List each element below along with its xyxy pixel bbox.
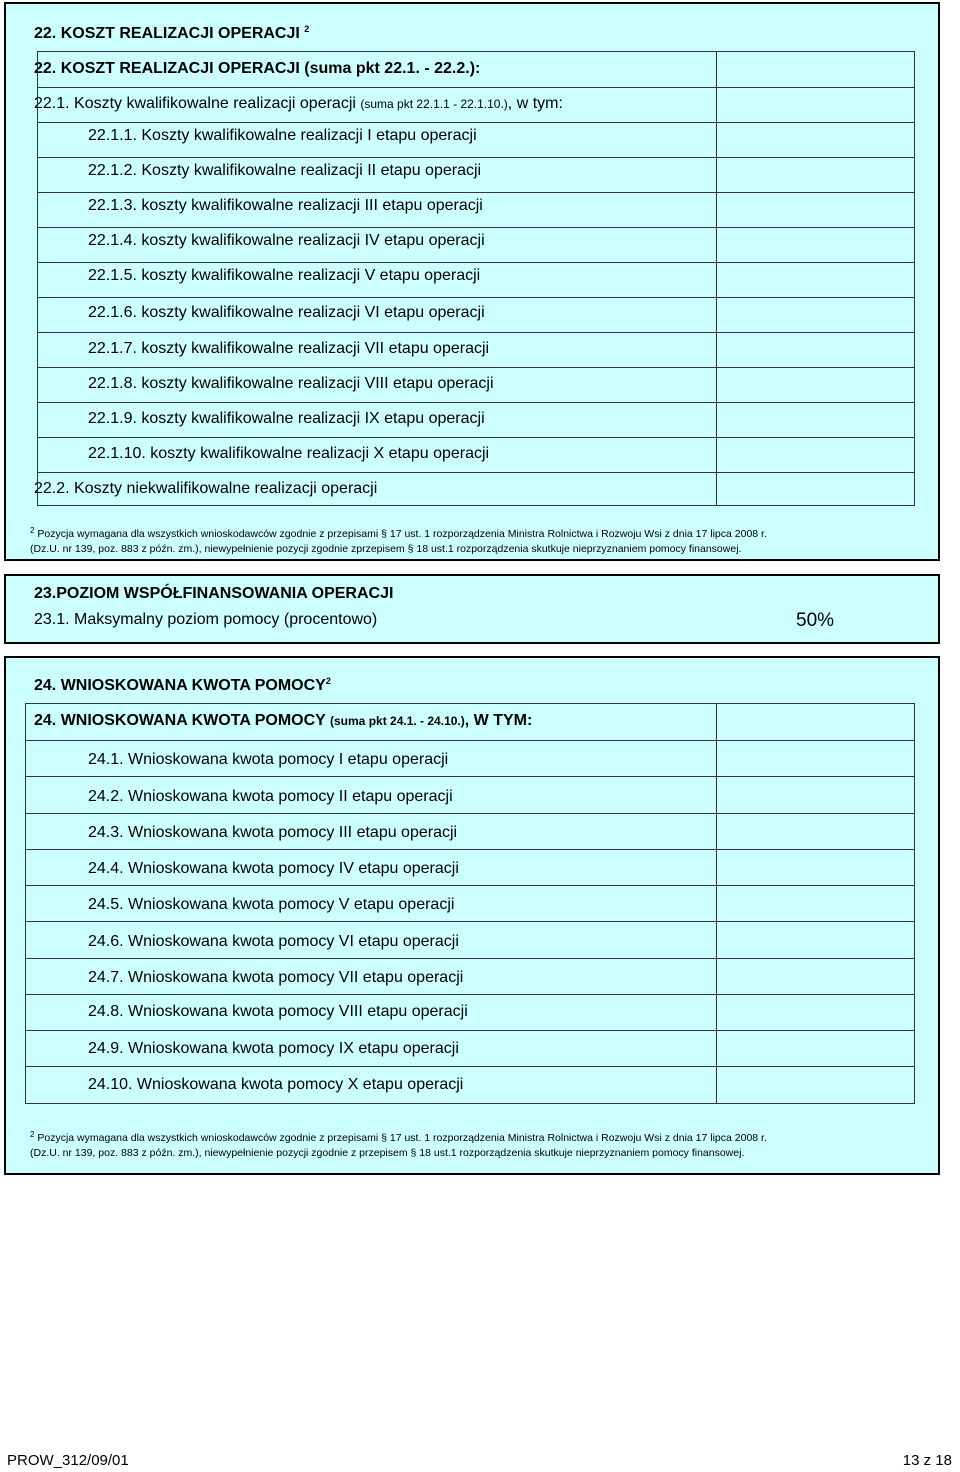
- form-code: PROW_312/09/01: [7, 1452, 129, 1469]
- row-22-1-2-label: 22.1.2. Koszty kwalifikowalne realizacji II etapu operacji: [88, 162, 482, 179]
- row-22-1-7-label: 22.1.7. koszty kwalifikowalne realizacji VII etapu operacji: [88, 340, 490, 357]
- row-22-1-8-label: 22.1.8. koszty kwalifikowalne realizacji VIII etapu operacji: [88, 375, 494, 392]
- row-22-2-label: 22.2. Koszty niekwalifikowalne realizacji operacji: [34, 480, 378, 497]
- row-24-6-label: 24.6. Wnioskowana kwota pomocy VI etapu operacji: [88, 933, 459, 950]
- row-24-5-label: 24.5. Wnioskowana kwota pomocy V etapu operacji: [88, 896, 455, 913]
- row-24-1-label: 24.1. Wnioskowana kwota pomocy I etapu operacji: [88, 751, 449, 768]
- row-22-1-3-label: 22.1.3. koszty kwalifikowalne realizacji III etapu operacji: [88, 197, 483, 214]
- row-22-1-6-label: 22.1.6. koszty kwalifikowalne realizacji VI etapu operacji: [88, 304, 485, 321]
- row-24-3-label: 24.3. Wnioskowana kwota pomocy III etapu operacji: [88, 824, 458, 841]
- section-24-value-grid: [25, 703, 915, 1104]
- row-24-4-label: 24.4. Wnioskowana kwota pomocy IV etapu operacji: [88, 860, 459, 877]
- row-22-1-9-label: 22.1.9. koszty kwalifikowalne realizacji IX etapu operacji: [88, 410, 485, 427]
- row-23-1-label: 23.1. Maksymalny poziom pomocy (procentowo): [34, 611, 378, 628]
- section-22-value-grid: [37, 51, 915, 506]
- section-24-title: 24. WNIOSKOWANA KWOTA POMOCY$^2$: [34, 676, 331, 694]
- row-22-1-label: 22.1. Koszty kwalifikowalne realizacji operacji (suma pkt 22.1.1 - 22.1.10.), w tym:: [34, 95, 563, 112]
- section-22-footnote: $^2$ Pozycja wymagana dla wszystkich wnioskodawców zgodnie z przepisami § 17 ust. 1 rozporządzenia Ministra Rolnictwa i Rozwoju Wsi z dnia 17 lipca 2008 r. (Dz.U. nr 139, poz. 883 z późn. zm.), niewypełnienie pozycji zgodnie zprzepisem § 18 ust.1 rozporządzenia skutkuje nieprzyznaniem pomocy finansowej.: [30, 526, 767, 555]
- row-22-1-5-label: 22.1.5. koszty kwalifikowalne realizacji V etapu operacji: [88, 267, 481, 284]
- section-22-title: 22. KOSZT REALIZACJI OPERACJI $^2$: [34, 24, 310, 42]
- section-24-sum-label: 24. WNIOSKOWANA KWOTA POMOCY (suma pkt 24.1. - 24.10.), W TYM:: [34, 712, 533, 729]
- row-24-9-label: 24.9. Wnioskowana kwota pomocy IX etapu operacji: [88, 1040, 459, 1057]
- section-22-sum-label: 22. KOSZT REALIZACJI OPERACJI (suma pkt 22.1. - 22.2.):: [34, 60, 481, 77]
- row-24-8-label: 24.8. Wnioskowana kwota pomocy VIII etapu operacji: [88, 1003, 468, 1020]
- row-22-1-4-label: 22.1.4. koszty kwalifikowalne realizacji IV etapu operacji: [88, 232, 485, 249]
- row-24-10-label: 24.10. Wnioskowana kwota pomocy X etapu operacji: [88, 1076, 464, 1093]
- row-22-1-1-label: 22.1.1. Koszty kwalifikowalne realizacji I etapu operacji: [88, 127, 477, 144]
- page-number: 13 z 18: [902, 1452, 952, 1469]
- section-23-title: 23.POZIOM WSPÓŁFINANSOWANIA OPERACJI: [34, 585, 394, 602]
- row-22-1-10-label: 22.1.10. koszty kwalifikowalne realizacji X etapu operacji: [88, 445, 490, 462]
- max-aid-percent-value: 50%: [796, 610, 835, 631]
- row-24-2-label: 24.2. Wnioskowana kwota pomocy II etapu operacji: [88, 788, 453, 805]
- section-24-footnote: $^2$ Pozycja wymagana dla wszystkich wnioskodawców zgodnie z przepisami § 17 ust. 1 rozporządzenia Ministra Rolnictwa i Rozwoju Wsi z dnia 17 lipca 2008 r. (Dz.U. nr 139, poz. 883 z późn. zm.), niewypełnienie pozycji zgodnie z przepisem § 18 ust.1 rozporządzenia skutkuje nieprzyznaniem pomocy finansowej.: [30, 1130, 767, 1159]
- row-24-7-label: 24.7. Wnioskowana kwota pomocy VII etapu operacji: [88, 969, 464, 986]
